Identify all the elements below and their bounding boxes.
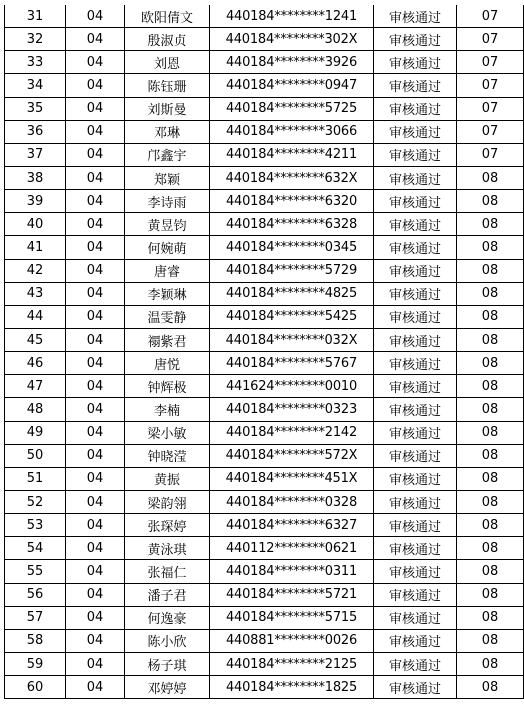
row-number-cell: 50	[5, 444, 66, 467]
row-number-cell: 31	[5, 5, 66, 28]
id-number-cell: 440184********3926	[210, 51, 374, 74]
batch-code-cell: 07	[457, 28, 524, 51]
group-code-cell: 04	[66, 467, 125, 490]
row-number-cell: 42	[5, 259, 66, 282]
id-number-cell: 440184********0323	[210, 398, 374, 421]
table-row	[5, 74, 524, 97]
id-number-cell: 440184********2142	[210, 421, 374, 444]
applicant-name-cell: 张琛婷	[125, 514, 210, 537]
batch-code-cell: 08	[457, 421, 524, 444]
id-number-cell: 440184********1241	[210, 5, 374, 28]
group-code-cell: 04	[66, 375, 125, 398]
applicant-name-cell: 邝鑫宇	[125, 143, 210, 166]
row-number-cell: 45	[5, 328, 66, 351]
table-row	[5, 676, 524, 699]
row-number-cell: 40	[5, 213, 66, 236]
row-number-cell: 35	[5, 97, 66, 120]
applicant-name-cell: 梁韵翎	[125, 490, 210, 513]
row-number-cell: 32	[5, 28, 66, 51]
review-status-cell: 审核通过	[374, 97, 457, 120]
applicant-name-cell: 钟晓滢	[125, 444, 210, 467]
batch-code-cell: 08	[457, 676, 524, 699]
row-number-cell: 36	[5, 120, 66, 143]
group-code-cell: 04	[66, 583, 125, 606]
table-row	[5, 120, 524, 143]
table-row	[5, 421, 524, 444]
group-code-cell: 04	[66, 444, 125, 467]
review-status-cell: 审核通过	[374, 606, 457, 629]
id-number-cell: 440184********451X	[210, 467, 374, 490]
group-code-cell: 04	[66, 74, 125, 97]
table-row	[5, 305, 524, 328]
id-number-cell: 440184********5729	[210, 259, 374, 282]
id-number-cell: 440184********6327	[210, 514, 374, 537]
review-status-cell: 审核通过	[374, 28, 457, 51]
review-status-cell: 审核通过	[374, 490, 457, 513]
group-code-cell: 04	[66, 213, 125, 236]
group-code-cell: 04	[66, 143, 125, 166]
id-number-cell: 440112********0621	[210, 537, 374, 560]
review-status-cell: 审核通过	[374, 328, 457, 351]
batch-code-cell: 08	[457, 606, 524, 629]
id-number-cell: 440184********5425	[210, 305, 374, 328]
id-number-cell: 440184********6328	[210, 213, 374, 236]
applicant-name-cell: 刘恩	[125, 51, 210, 74]
applicant-name-cell: 李楠	[125, 398, 210, 421]
review-status-cell: 审核通过	[374, 352, 457, 375]
row-number-cell: 56	[5, 583, 66, 606]
review-status-cell: 审核通过	[374, 236, 457, 259]
applicant-name-cell: 禤紫君	[125, 328, 210, 351]
applicant-name-cell: 张福仁	[125, 560, 210, 583]
batch-code-cell: 08	[457, 282, 524, 305]
group-code-cell: 04	[66, 282, 125, 305]
row-number-cell: 55	[5, 560, 66, 583]
applicant-name-cell: 黄振	[125, 467, 210, 490]
batch-code-cell: 08	[457, 467, 524, 490]
applicant-name-cell: 郑颖	[125, 166, 210, 189]
row-number-cell: 49	[5, 421, 66, 444]
applicant-name-cell: 何逸豪	[125, 606, 210, 629]
group-code-cell: 04	[66, 28, 125, 51]
id-number-cell: 440184********302X	[210, 28, 374, 51]
batch-code-cell: 07	[457, 74, 524, 97]
group-code-cell: 04	[66, 652, 125, 675]
review-status-cell: 审核通过	[374, 305, 457, 328]
group-code-cell: 04	[66, 120, 125, 143]
applicant-name-cell: 黄昱钧	[125, 213, 210, 236]
row-number-cell: 41	[5, 236, 66, 259]
row-number-cell: 60	[5, 676, 66, 699]
batch-code-cell: 07	[457, 97, 524, 120]
row-number-cell: 53	[5, 514, 66, 537]
batch-code-cell: 08	[457, 375, 524, 398]
id-number-cell: 440184********0345	[210, 236, 374, 259]
review-status-cell: 审核通过	[374, 629, 457, 652]
table-row	[5, 537, 524, 560]
id-number-cell: 440184********3066	[210, 120, 374, 143]
table-row	[5, 514, 524, 537]
row-number-cell: 47	[5, 375, 66, 398]
applicant-name-cell: 唐悦	[125, 352, 210, 375]
review-status-cell: 审核通过	[374, 514, 457, 537]
review-status-cell: 审核通过	[374, 398, 457, 421]
review-status-cell: 审核通过	[374, 5, 457, 28]
table-row	[5, 236, 524, 259]
table-row	[5, 629, 524, 652]
applicant-name-cell: 何婉萌	[125, 236, 210, 259]
id-number-cell: 440184********5725	[210, 97, 374, 120]
applicant-name-cell: 唐睿	[125, 259, 210, 282]
table-row	[5, 51, 524, 74]
group-code-cell: 04	[66, 328, 125, 351]
row-number-cell: 58	[5, 629, 66, 652]
batch-code-cell: 08	[457, 305, 524, 328]
review-status-cell: 审核通过	[374, 120, 457, 143]
row-number-cell: 37	[5, 143, 66, 166]
applicant-name-cell: 邓琳	[125, 120, 210, 143]
table-row	[5, 560, 524, 583]
id-number-cell: 440184********0947	[210, 74, 374, 97]
applicant-table	[4, 5, 524, 699]
id-number-cell: 440184********6320	[210, 190, 374, 213]
review-status-cell: 审核通过	[374, 676, 457, 699]
row-number-cell: 34	[5, 74, 66, 97]
table-row	[5, 606, 524, 629]
table-row	[5, 652, 524, 675]
table-row	[5, 5, 524, 28]
batch-code-cell: 08	[457, 236, 524, 259]
row-number-cell: 59	[5, 652, 66, 675]
id-number-cell: 440184********4211	[210, 143, 374, 166]
id-number-cell: 440184********632X	[210, 166, 374, 189]
group-code-cell: 04	[66, 606, 125, 629]
group-code-cell: 04	[66, 51, 125, 74]
row-number-cell: 46	[5, 352, 66, 375]
applicant-name-cell: 潘子君	[125, 583, 210, 606]
group-code-cell: 04	[66, 166, 125, 189]
id-number-cell: 440184********5767	[210, 352, 374, 375]
batch-code-cell: 08	[457, 560, 524, 583]
table-row	[5, 375, 524, 398]
review-status-cell: 审核通过	[374, 583, 457, 606]
applicant-name-cell: 李颖琳	[125, 282, 210, 305]
batch-code-cell: 07	[457, 120, 524, 143]
group-code-cell: 04	[66, 514, 125, 537]
group-code-cell: 04	[66, 5, 125, 28]
row-number-cell: 48	[5, 398, 66, 421]
review-status-cell: 审核通过	[374, 213, 457, 236]
id-number-cell: 441624********0010	[210, 375, 374, 398]
table-row	[5, 583, 524, 606]
id-number-cell: 440184********572X	[210, 444, 374, 467]
batch-code-cell: 08	[457, 398, 524, 421]
table-row	[5, 259, 524, 282]
table-row	[5, 166, 524, 189]
review-status-cell: 审核通过	[374, 166, 457, 189]
batch-code-cell: 08	[457, 537, 524, 560]
row-number-cell: 43	[5, 282, 66, 305]
row-number-cell: 51	[5, 467, 66, 490]
table-row	[5, 28, 524, 51]
batch-code-cell: 08	[457, 166, 524, 189]
row-number-cell: 52	[5, 490, 66, 513]
row-number-cell: 39	[5, 190, 66, 213]
id-number-cell: 440881********0026	[210, 629, 374, 652]
table-row	[5, 467, 524, 490]
applicant-name-cell: 殷淑贞	[125, 28, 210, 51]
applicant-name-cell: 刘斯曼	[125, 97, 210, 120]
review-status-cell: 审核通过	[374, 74, 457, 97]
table-row	[5, 490, 524, 513]
table-row	[5, 352, 524, 375]
batch-code-cell: 08	[457, 190, 524, 213]
group-code-cell: 04	[66, 236, 125, 259]
applicant-table-body	[5, 5, 524, 699]
applicant-name-cell: 黄泳琪	[125, 537, 210, 560]
batch-code-cell: 08	[457, 652, 524, 675]
batch-code-cell: 08	[457, 490, 524, 513]
table-row	[5, 282, 524, 305]
applicant-name-cell: 梁小敏	[125, 421, 210, 444]
group-code-cell: 04	[66, 259, 125, 282]
batch-code-cell: 08	[457, 444, 524, 467]
group-code-cell: 04	[66, 97, 125, 120]
group-code-cell: 04	[66, 398, 125, 421]
batch-code-cell: 08	[457, 514, 524, 537]
row-number-cell: 33	[5, 51, 66, 74]
group-code-cell: 04	[66, 190, 125, 213]
table-row	[5, 190, 524, 213]
review-status-cell: 审核通过	[374, 444, 457, 467]
row-number-cell: 38	[5, 166, 66, 189]
group-code-cell: 04	[66, 305, 125, 328]
review-status-cell: 审核通过	[374, 560, 457, 583]
group-code-cell: 04	[66, 629, 125, 652]
row-number-cell: 57	[5, 606, 66, 629]
review-status-cell: 审核通过	[374, 143, 457, 166]
table-row	[5, 444, 524, 467]
review-status-cell: 审核通过	[374, 282, 457, 305]
table-row	[5, 143, 524, 166]
batch-code-cell: 08	[457, 328, 524, 351]
batch-code-cell: 08	[457, 352, 524, 375]
batch-code-cell: 07	[457, 5, 524, 28]
batch-code-cell: 07	[457, 51, 524, 74]
applicant-name-cell: 钟辉极	[125, 375, 210, 398]
batch-code-cell: 07	[457, 143, 524, 166]
applicant-name-cell: 杨子琪	[125, 652, 210, 675]
group-code-cell: 04	[66, 352, 125, 375]
applicant-name-cell: 欧阳倩文	[125, 5, 210, 28]
review-status-cell: 审核通过	[374, 537, 457, 560]
table-row	[5, 328, 524, 351]
id-number-cell: 440184********5715	[210, 606, 374, 629]
review-status-cell: 审核通过	[374, 652, 457, 675]
row-number-cell: 54	[5, 537, 66, 560]
review-status-cell: 审核通过	[374, 421, 457, 444]
table-row	[5, 213, 524, 236]
group-code-cell: 04	[66, 537, 125, 560]
id-number-cell: 440184********1825	[210, 676, 374, 699]
group-code-cell: 04	[66, 421, 125, 444]
review-status-cell: 审核通过	[374, 190, 457, 213]
applicant-name-cell: 李诗雨	[125, 190, 210, 213]
row-number-cell: 44	[5, 305, 66, 328]
group-code-cell: 04	[66, 560, 125, 583]
applicant-name-cell: 温雯静	[125, 305, 210, 328]
group-code-cell: 04	[66, 490, 125, 513]
batch-code-cell: 08	[457, 259, 524, 282]
review-status-cell: 审核通过	[374, 51, 457, 74]
table-row	[5, 97, 524, 120]
review-status-cell: 审核通过	[374, 259, 457, 282]
batch-code-cell: 08	[457, 213, 524, 236]
id-number-cell: 440184********5721	[210, 583, 374, 606]
group-code-cell: 04	[66, 676, 125, 699]
applicant-name-cell: 邓婷婷	[125, 676, 210, 699]
batch-code-cell: 08	[457, 629, 524, 652]
id-number-cell: 440184********0311	[210, 560, 374, 583]
review-status-cell: 审核通过	[374, 467, 457, 490]
table-row	[5, 398, 524, 421]
batch-code-cell: 08	[457, 583, 524, 606]
id-number-cell: 440184********032X	[210, 328, 374, 351]
id-number-cell: 440184********0328	[210, 490, 374, 513]
review-status-cell: 审核通过	[374, 375, 457, 398]
applicant-name-cell: 陈钰珊	[125, 74, 210, 97]
applicant-name-cell: 陈小欣	[125, 629, 210, 652]
id-number-cell: 440184********2125	[210, 652, 374, 675]
id-number-cell: 440184********4825	[210, 282, 374, 305]
